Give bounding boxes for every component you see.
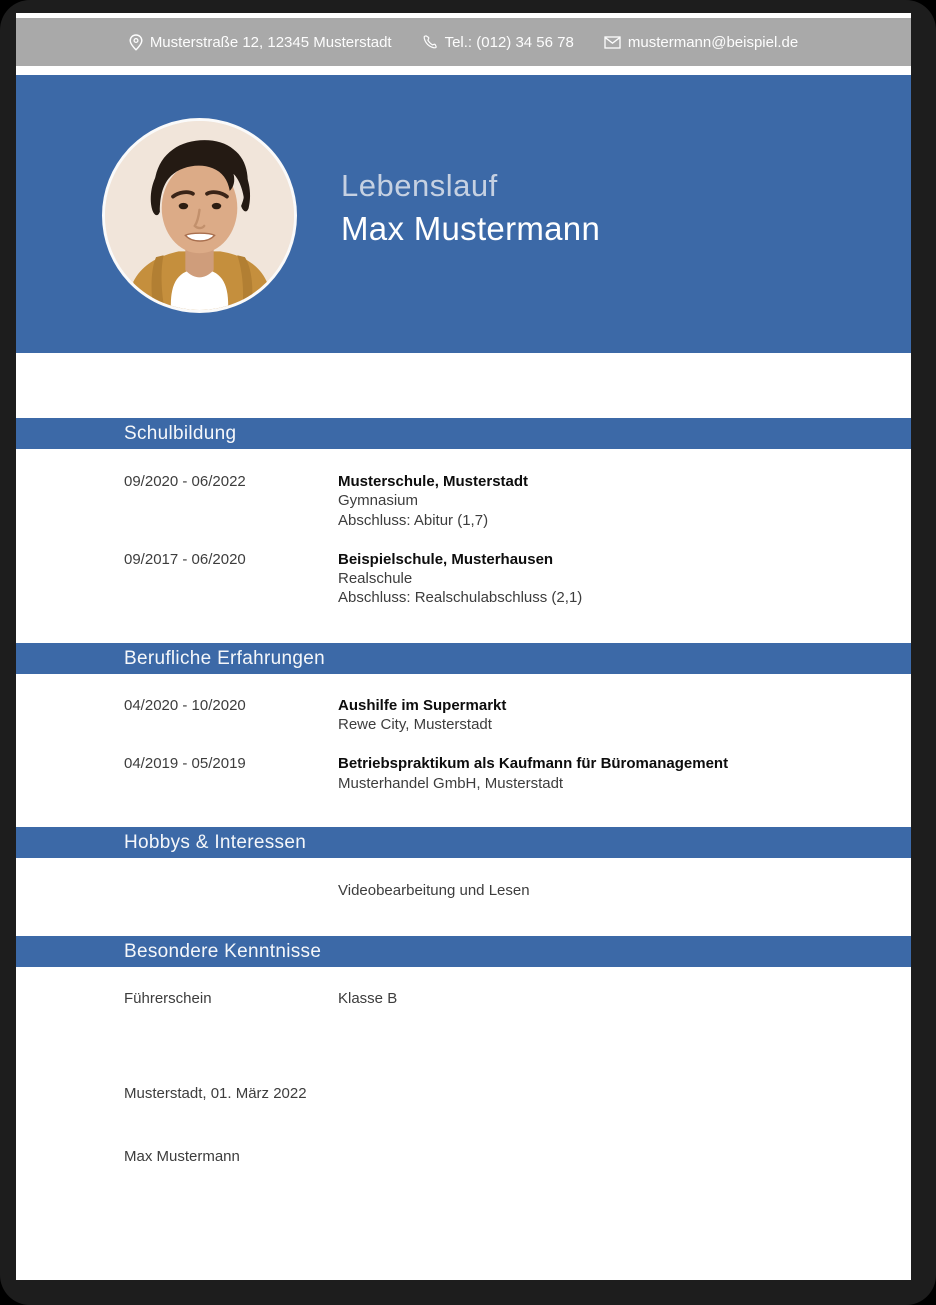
entry-institution: Beispielschule, Musterhausen	[338, 550, 554, 568]
contact-phone-text: Tel.: (012) 34 56 78	[444, 33, 574, 51]
entry-role: Betriebspraktikum als Kaufmann für Büromanagement	[338, 755, 729, 773]
entry-detail: Musterhandel GmbH, Musterstadt	[338, 774, 564, 792]
section-header-experience: Berufliche Erfahrungen	[16, 643, 911, 674]
place-and-date: Musterstadt, 01. März 2022	[124, 1084, 307, 1102]
envelope-icon	[604, 36, 621, 49]
entry-body	[338, 696, 911, 735]
contact-address-text: Musterstraße 12, 12345 Musterstadt	[149, 33, 392, 51]
skill-label: Führerschein	[124, 990, 212, 1008]
entry-detail: Abschluss: Realschulabschluss (2,1)	[338, 589, 583, 607]
experience-entry	[16, 754, 911, 793]
entry-institution: Musterschule, Musterstadt	[338, 473, 529, 490]
entry-body	[338, 754, 911, 793]
person-name: Max Mustermann	[341, 210, 601, 247]
profile-photo-illustration	[105, 121, 294, 310]
entry-detail: Gymnasium	[338, 492, 419, 510]
entry-period-empty	[124, 881, 338, 900]
contact-bar	[16, 18, 911, 66]
contact-address	[129, 34, 392, 51]
location-pin-icon	[129, 34, 143, 51]
section-header-education: Schulbildung	[16, 418, 911, 449]
skill-value: Klasse B	[338, 990, 398, 1008]
hobbies-value: Videobearbeitung und Lesen	[338, 881, 530, 899]
profile-photo	[102, 118, 297, 313]
experience-entries	[16, 696, 911, 793]
entry-period: 09/2017 - 06/2020	[124, 550, 246, 568]
section-header-skills: Besondere Kenntnisse	[16, 936, 911, 967]
entry-detail: Abschluss: Abitur (1,7)	[338, 511, 489, 529]
education-entry	[16, 550, 911, 608]
hobbies-entries	[16, 881, 911, 900]
education-entries	[16, 472, 911, 608]
phone-icon	[422, 34, 438, 50]
contact-email-text: mustermann@beispiel.de	[627, 33, 799, 51]
hero-header	[16, 75, 911, 353]
signature-name: Max Mustermann	[124, 1147, 240, 1165]
entry-period: 04/2019 - 05/2019	[124, 755, 246, 773]
entry-period: 09/2020 - 06/2022	[124, 473, 246, 490]
contact-phone	[422, 34, 574, 51]
hobbies-entry	[16, 881, 911, 900]
entry-body	[338, 472, 911, 530]
cv-page	[16, 13, 911, 1280]
document-type-title: Lebenslauf	[341, 168, 498, 203]
education-entry	[16, 472, 911, 530]
entry-body	[338, 881, 911, 900]
skills-entries	[16, 989, 911, 1008]
section-header-hobbies: Hobbys & Interessen	[16, 827, 911, 858]
contact-email	[604, 34, 798, 51]
entry-detail: Rewe City, Musterstadt	[338, 716, 492, 734]
entry-body	[338, 989, 911, 1008]
hero-titles	[341, 168, 600, 248]
entry-period: 04/2020 - 10/2020	[124, 696, 246, 714]
entry-role: Aushilfe im Supermarkt	[338, 696, 507, 714]
experience-entry	[16, 696, 911, 735]
entry-body	[338, 550, 911, 608]
skills-entry	[16, 989, 911, 1008]
entry-detail: Realschule	[338, 570, 413, 588]
